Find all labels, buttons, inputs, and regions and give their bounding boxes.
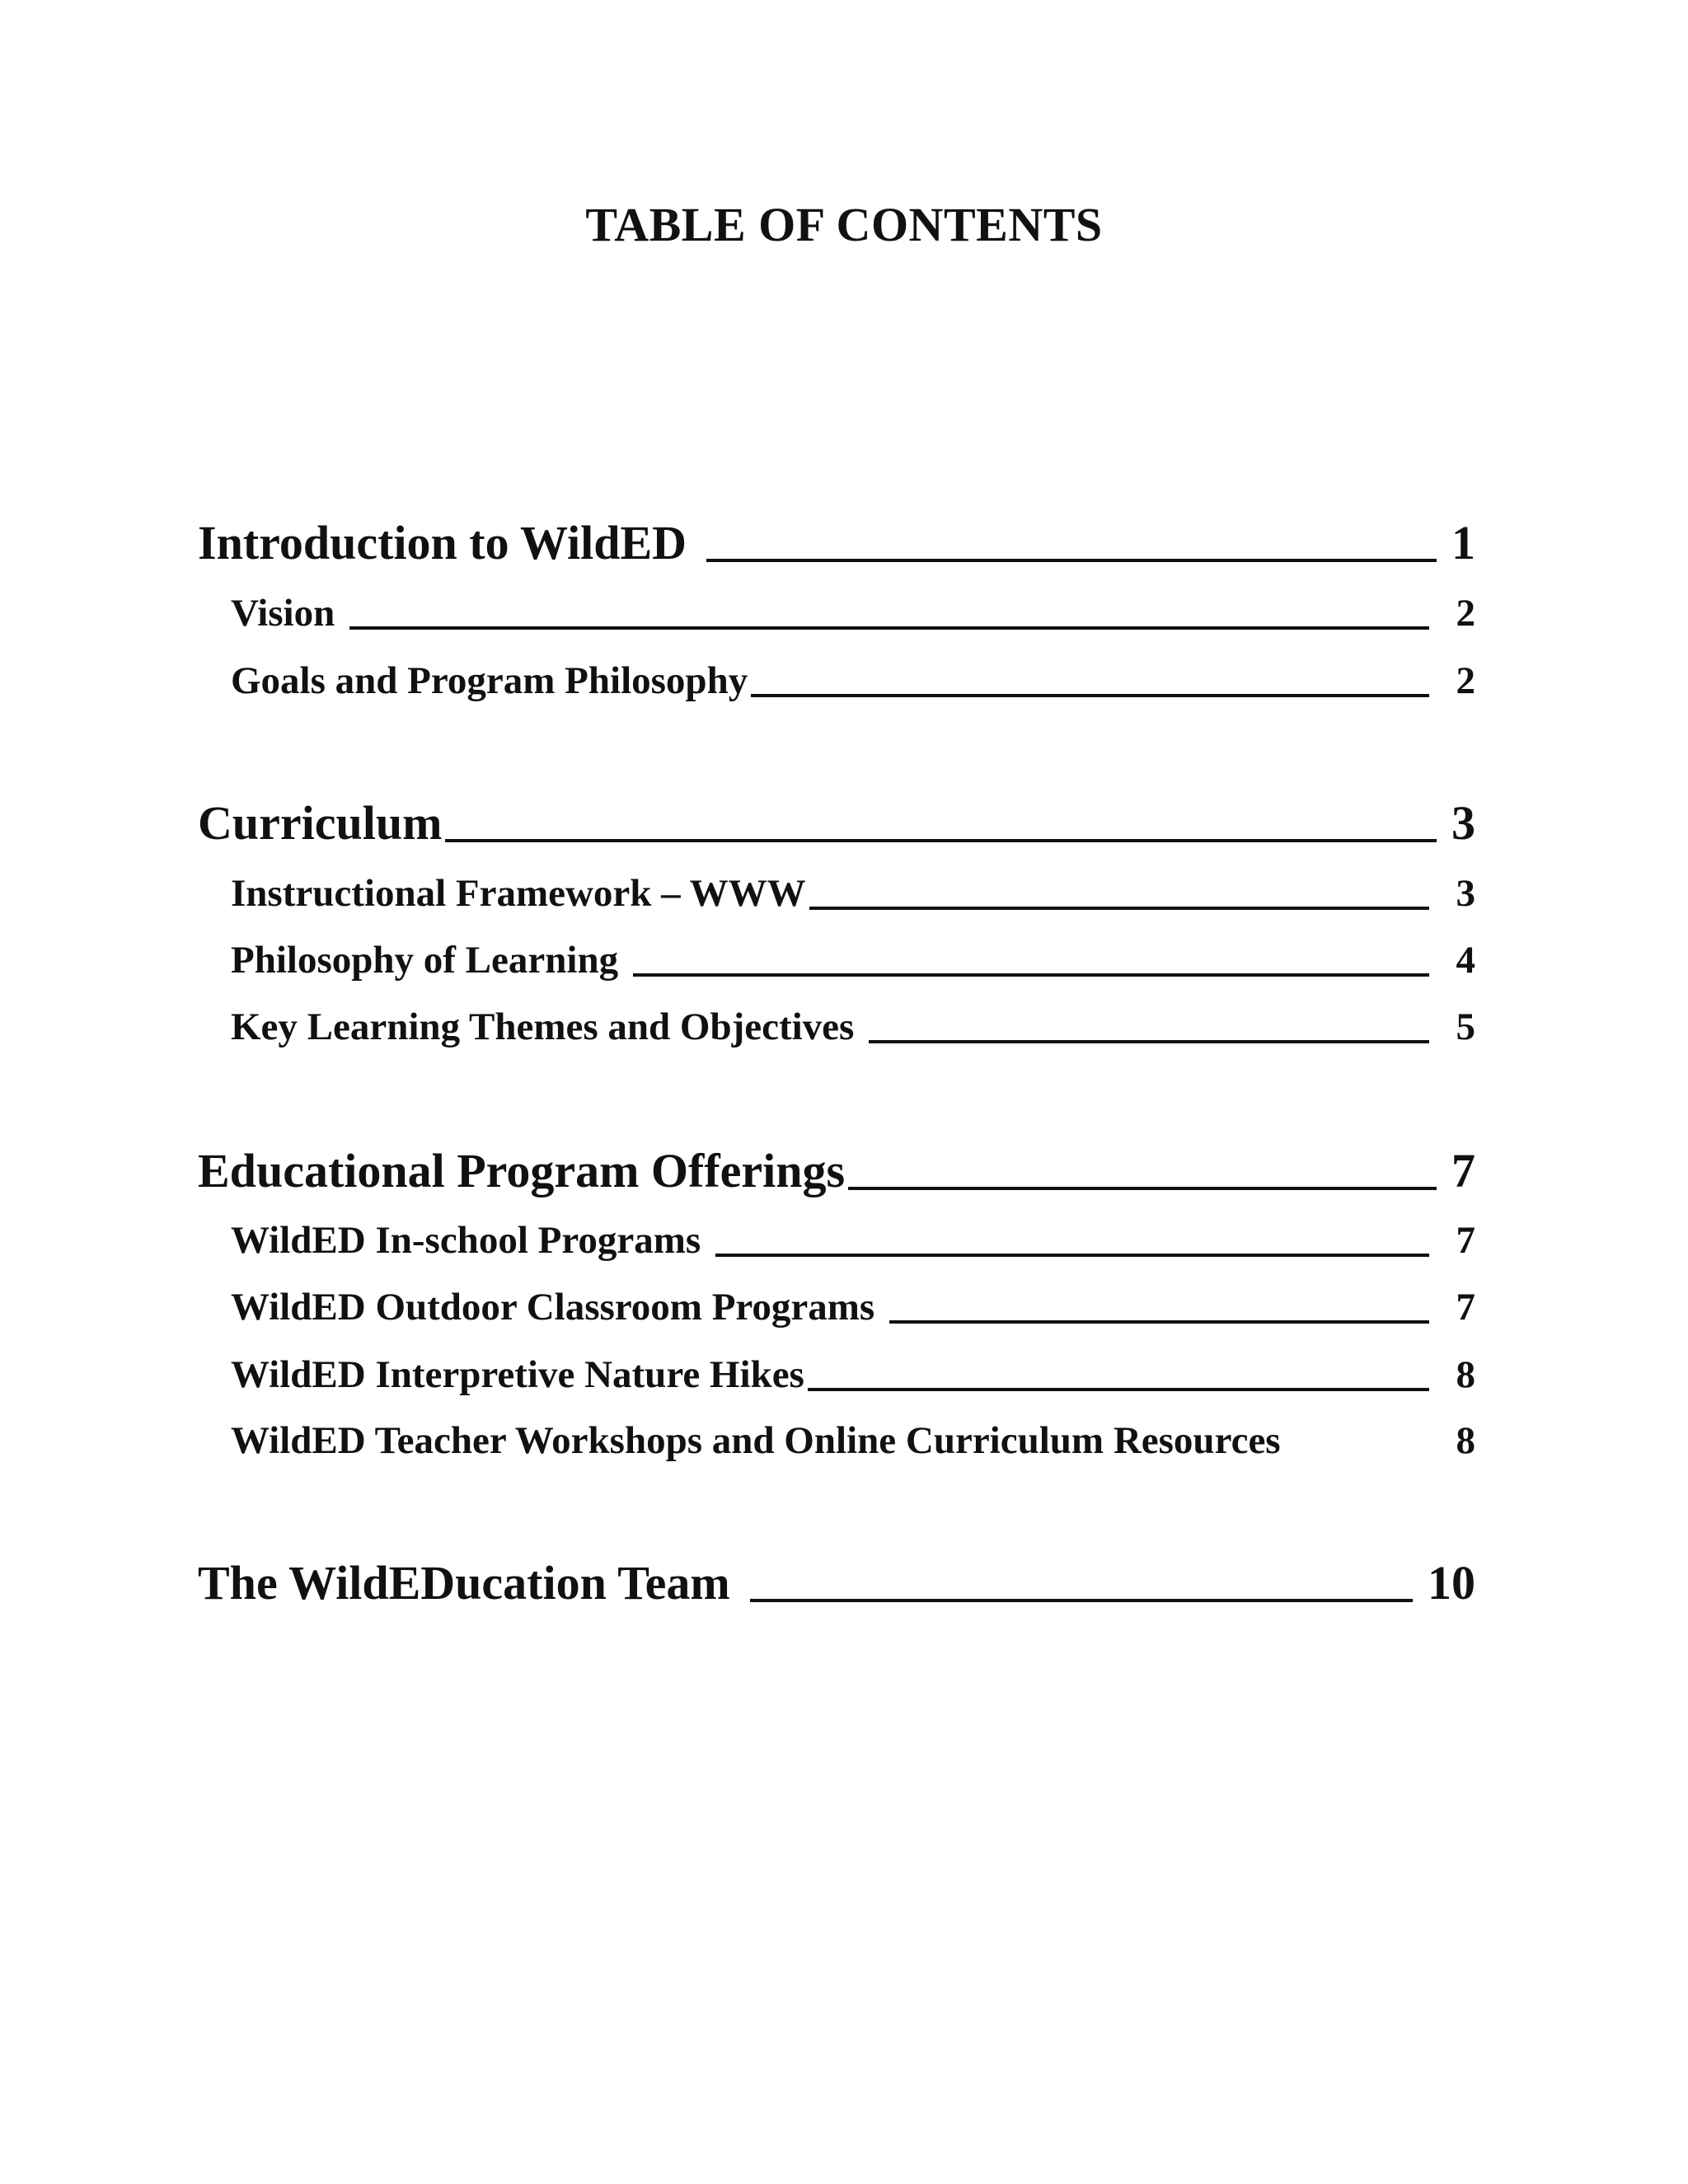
dot-leader: [706, 559, 1437, 562]
toc-item-instructional-framework[interactable]: [231, 870, 1475, 916]
toc-page-number: 7: [1456, 1286, 1475, 1329]
toc-section-label: Educational Program Offerings: [198, 1144, 846, 1197]
toc-item-philosophy-of-learning[interactable]: [231, 937, 1475, 983]
toc-page-number: 10: [1428, 1556, 1475, 1610]
toc-section-label: Curriculum: [198, 796, 443, 850]
dot-leader: [808, 1388, 1429, 1391]
page-title: TABLE OF CONTENTS: [585, 198, 1103, 251]
toc-page-number: 5: [1456, 1005, 1475, 1048]
toc-page-number: 3: [1456, 872, 1475, 915]
toc-item-vision[interactable]: [231, 590, 1475, 636]
toc-page-number: 7: [1456, 1219, 1475, 1262]
dot-leader: [715, 1254, 1429, 1257]
dot-leader: [633, 973, 1429, 977]
toc-section-curriculum[interactable]: [198, 796, 1475, 851]
toc-page-number: 8: [1456, 1353, 1475, 1396]
toc-item-outdoor-classroom-programs[interactable]: [231, 1284, 1475, 1330]
toc-section-educational-program-offerings[interactable]: [198, 1144, 1475, 1198]
dot-leader: [869, 1040, 1429, 1043]
toc-item-label: Vision: [231, 592, 335, 635]
toc-item-label: Key Learning Themes and Objectives: [231, 1005, 855, 1048]
toc-page-number: 3: [1451, 796, 1475, 850]
toc-section-label: Introduction to WildED: [198, 516, 687, 569]
dot-leader: [848, 1187, 1437, 1190]
dot-leader: [889, 1320, 1429, 1324]
toc-item-label: WildED Teacher Workshops and Online Curriculum Resources: [231, 1419, 1281, 1462]
toc-item-interpretive-nature-hikes[interactable]: [231, 1352, 1475, 1398]
toc-page-number: 8: [1456, 1419, 1475, 1462]
toc-item-label: WildED Outdoor Classroom Programs: [231, 1286, 875, 1329]
dot-leader: [809, 907, 1429, 910]
dot-leader: [349, 626, 1429, 630]
toc-item-goals[interactable]: [231, 658, 1475, 704]
toc-item-label: WildED Interpretive Nature Hikes: [231, 1353, 804, 1396]
toc-item-teacher-workshops[interactable]: [231, 1418, 1475, 1464]
toc-item-label: WildED In-school Programs: [231, 1219, 701, 1262]
toc-section-wildeducation-team[interactable]: [198, 1556, 1475, 1610]
dot-leader: [445, 839, 1437, 842]
toc-section-introduction[interactable]: [198, 516, 1475, 570]
toc-item-label: Philosophy of Learning: [231, 939, 619, 982]
toc-item-key-learning-themes[interactable]: [231, 1004, 1475, 1050]
toc-page-number: 1: [1451, 516, 1475, 569]
dot-leader: [750, 1599, 1413, 1602]
toc-item-label: Goals and Program Philosophy: [231, 659, 748, 702]
dot-leader: [751, 694, 1429, 697]
toc-item-inschool-programs[interactable]: [231, 1217, 1475, 1263]
toc-page-number: 7: [1451, 1144, 1475, 1197]
toc-page-number: 2: [1456, 659, 1475, 702]
toc-page-number: 4: [1456, 939, 1475, 982]
toc-page-number: 2: [1456, 592, 1475, 635]
toc-item-label: Instructional Framework – WWW: [231, 872, 806, 915]
toc-section-label: The WildEDucation Team: [198, 1556, 730, 1610]
